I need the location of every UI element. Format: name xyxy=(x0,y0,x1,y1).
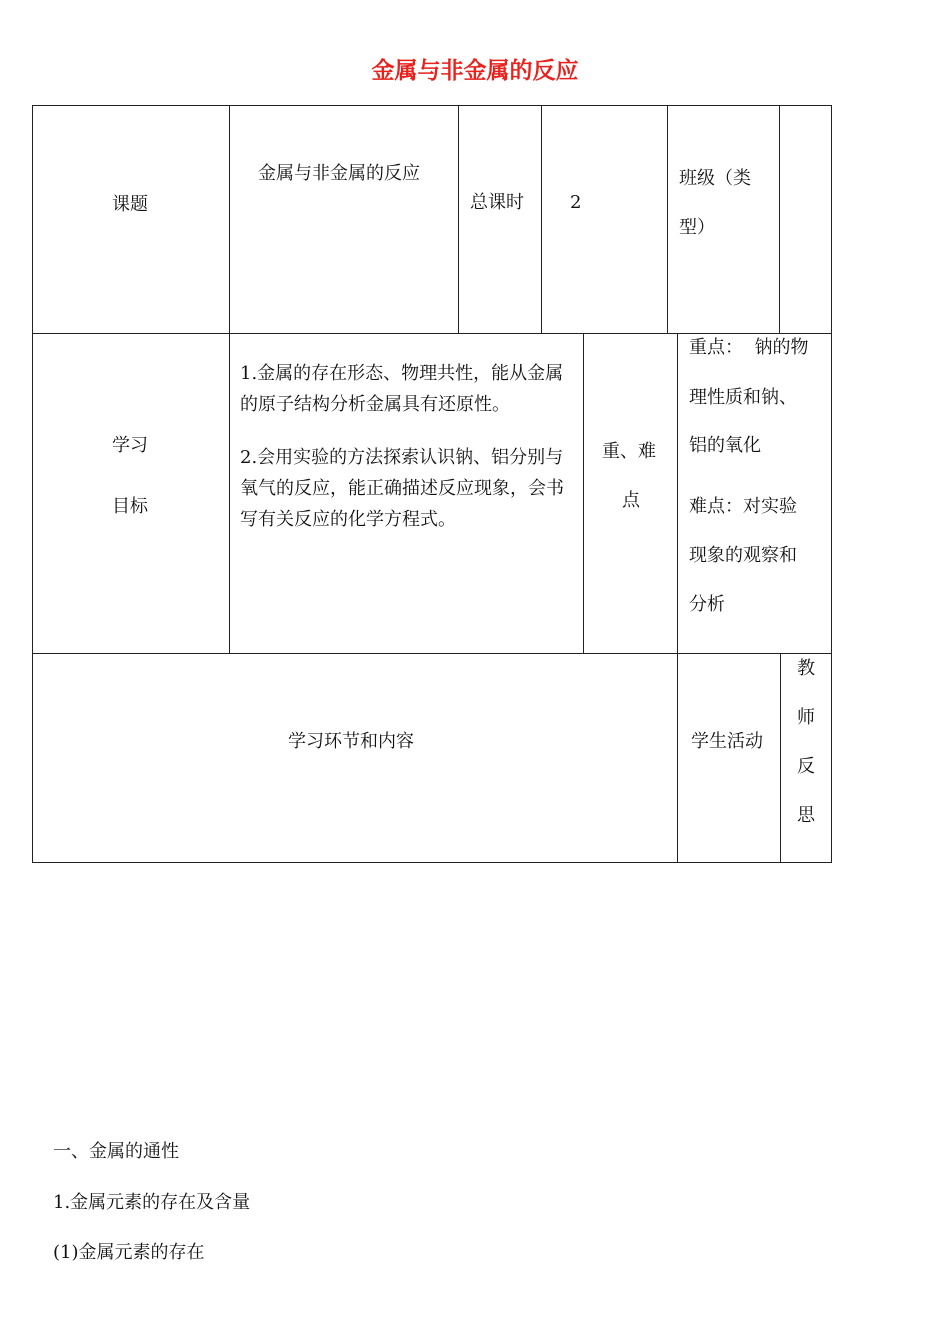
row3-divider xyxy=(677,653,678,862)
reflection-char: 师 xyxy=(797,707,815,728)
table-border-left xyxy=(32,105,33,863)
row1-divider xyxy=(229,105,230,333)
row2-divider xyxy=(677,333,678,653)
goal-label-line1: 学习 xyxy=(112,435,148,456)
row3-divider xyxy=(780,653,781,862)
sub-heading: 1.金属元素的存在及含量 xyxy=(53,1192,251,1213)
total-hours-label: 总课时 xyxy=(470,192,524,213)
key-points-line: 重点： 钠的物 xyxy=(689,337,809,358)
content-header: 学习环节和内容 xyxy=(288,731,414,752)
learning-goal-2: 2.会用实验的方法探索认识钠、铝分别与氧气的反应，能正确描述反应现象，会书写有关反应的化学方程式。 xyxy=(240,447,564,530)
key-points-line: 铝的氧化 xyxy=(689,435,761,456)
topic-label: 课题 xyxy=(112,194,148,215)
row1-divider xyxy=(779,105,780,333)
key-points-label-line2: 点 xyxy=(622,490,640,511)
reflection-char: 思 xyxy=(797,805,815,826)
sub-sub-heading: (1)金属元素的存在 xyxy=(53,1242,205,1263)
difficult-points-line: 分析 xyxy=(689,594,725,615)
teacher-reflection-header xyxy=(795,644,817,840)
reflection-char: 反 xyxy=(797,756,815,777)
table-border-row1 xyxy=(32,333,832,334)
table-border-row2 xyxy=(32,653,832,654)
row1-divider xyxy=(541,105,542,333)
class-type-label-line1: 班级（类 xyxy=(679,168,751,189)
learning-goal-1: 1.金属的存在形态、物理共性，能从金属的原子结构分析金属具有还原性。 xyxy=(240,363,564,415)
reflection-char: 教 xyxy=(797,658,815,679)
row1-divider xyxy=(667,105,668,333)
table-border-top xyxy=(32,105,832,106)
key-points-line: 理性质和钠、 xyxy=(689,387,797,408)
section-heading: 一、金属的通性 xyxy=(53,1141,179,1162)
row2-divider xyxy=(583,333,584,653)
difficult-points-line: 难点：对实验 xyxy=(689,496,797,517)
key-points-label-line1: 重、难 xyxy=(602,441,656,462)
table-border-right xyxy=(831,105,832,863)
student-activity-header: 学生活动 xyxy=(691,731,763,752)
table-border-bottom xyxy=(32,862,832,863)
class-type-label-line2: 型） xyxy=(679,217,715,238)
document-title: 金属与非金属的反应 xyxy=(371,58,579,84)
row1-divider xyxy=(458,105,459,333)
row2-divider xyxy=(229,333,230,653)
topic-value: 金属与非金属的反应 xyxy=(258,163,420,184)
difficult-points-line: 现象的观察和 xyxy=(689,545,797,566)
total-hours-value: 2 xyxy=(570,192,582,213)
goal-label-line2: 目标 xyxy=(112,496,148,517)
